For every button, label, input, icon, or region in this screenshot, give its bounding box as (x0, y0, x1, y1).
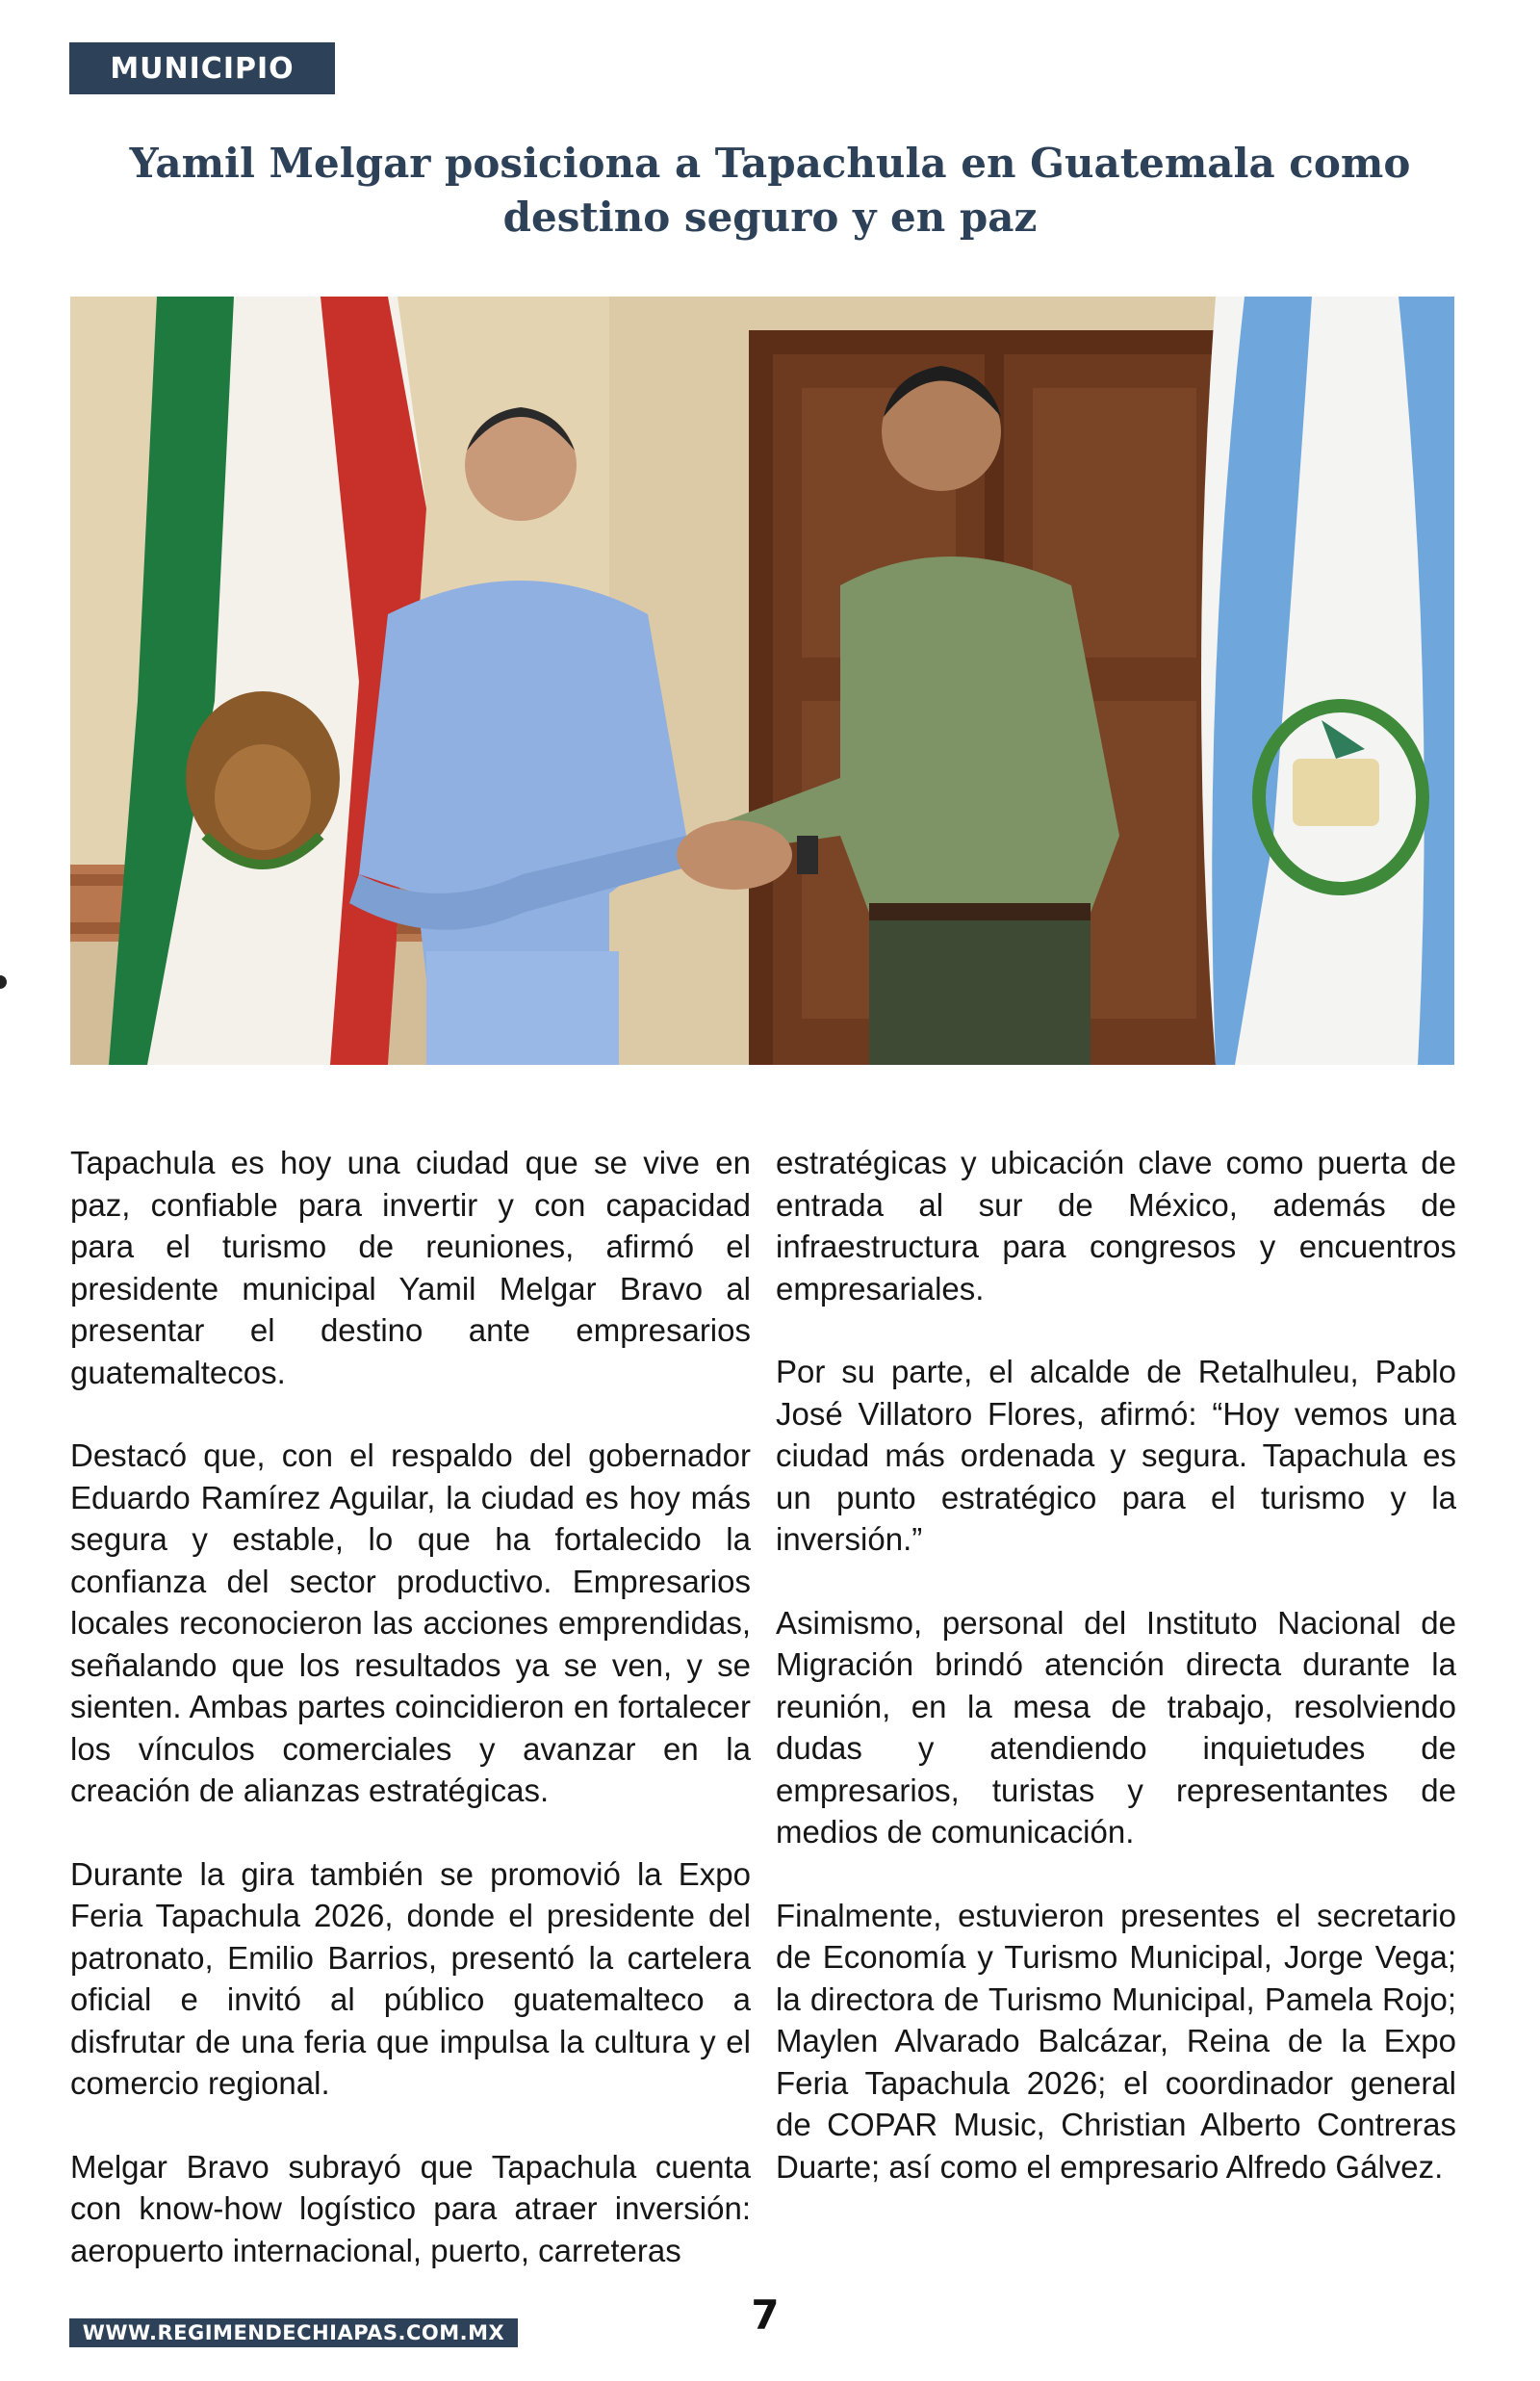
article-column-right (776, 1142, 1456, 2229)
paragraph: Melgar Bravo subrayó que Tapachula cuenta con know-how logístico para atraer inversión: aeropuerto internacional, puerto, carreteras (70, 2148, 751, 2268)
article-column-left (70, 1142, 751, 2313)
photo-two-men-handshake-flags-icon (70, 297, 1454, 1065)
page-edge-mark (0, 975, 7, 989)
section-label: MUNICIPIO (69, 42, 335, 94)
paragraph: estratégicas y ubicación clave como puerta de entrada al sur de México, además de infraestructura para congresos y encuentros empresariales. (776, 1145, 1456, 1307)
paragraph: Asimismo, personal del Instituto Nacional de Migración brindó atención directa durante la reunión, en la mesa de trabajo, resolviendo dudas y atendiendo inquietudes de empresarios, turistas y representantes de medios de comunicación. (776, 1604, 1456, 1850)
article-headline: Yamil Melgar posiciona a Tapachula en Guatemala como destino seguro y en paz (129, 140, 1411, 241)
paragraph: Tapachula es hoy una ciudad que se vive en paz, confiable para invertir y con capacidad para el turismo de reuniones, afirmó el presidente municipal Yamil Melgar Bravo al presentar el destino ante empresarios guatemaltecos. (70, 1145, 751, 1390)
paragraph: Finalmente, estuvieron presentes el secretario de Economía y Turismo Municipal, Jorge Vega; la directora de Turismo Municipal, Pamela Rojo; Maylen Alvarado Balcázar, Reina de la Expo Feria Tapachula 2026; el coordinador general de COPAR Music, Christian Alberto Contreras Duarte; así como el empresario Alfredo Gálvez. (776, 1897, 1456, 2185)
paragraph: Por su parte, el alcalde de Retalhuleu, Pablo José Villatoro Flores, afirmó: “Hoy vemos una ciudad más ordenada y segura. Tapachula es un punto estratégico para el turismo y la inversión.” (776, 1354, 1456, 1557)
footer-website-url[interactable]: WWW.REGIMENDECHIAPAS.COM.MX (69, 2318, 518, 2347)
paragraph: Durante la gira también se promovió la Expo Feria Tapachula 2026, donde el presidente del patronato, Emilio Barrios, presentó la cartelera oficial e invitó al público guatemalteco a disfrutar de una feria que impulsa la cultura y el comercio regional. (70, 1855, 751, 2101)
paragraph: Destacó que, con el respaldo del gobernador Eduardo Ramírez Aguilar, la ciudad es hoy más segura y estable, lo que ha fortalecido la confianza del sector productivo. Empresarios locales reconocieron las acciones emprendidas, señalando que los resultados ya se ven, y se sienten. Ambas partes coincidieron en fortalecer los vínculos comerciales y avanzar en la creación de alianzas estratégicas. (70, 1437, 751, 1808)
page-number: 7 (751, 2291, 780, 2339)
article-photo (70, 297, 1454, 1065)
